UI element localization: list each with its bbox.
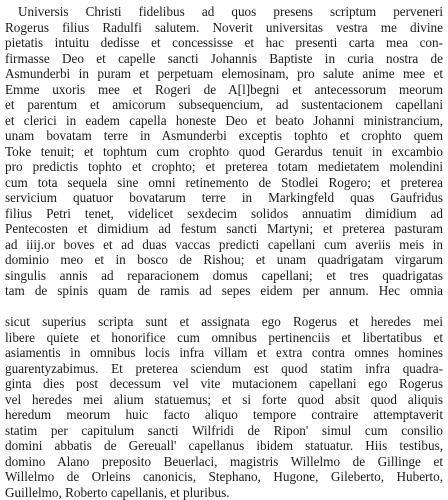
charter-paragraph-grant xyxy=(5,4,443,299)
text-line: ad iiij.or boves et ad duas vaccas predicti capellani cum averiis meis in xyxy=(5,237,443,253)
text-line: asiamentis in omnibus locis infra villam et extra contra omnes homines xyxy=(5,345,443,361)
text-line: Pentecosten et dimidium ad festum sancti Martyni; et preterea pasturam xyxy=(5,221,443,237)
text-line: cum tota sequela sine omni retinemento de Stodlei Rogero; et preterea xyxy=(5,175,443,191)
text-line: firmasse Deo et capelle sancti Johannis Baptiste in curia nostra de xyxy=(5,51,443,67)
text-line: ginta dies post decessum vel vite mutacionem capellani ego Rogerus xyxy=(5,376,443,392)
charter-paragraph-warranty xyxy=(5,314,443,500)
text-line: pietatis intuitu dedisse et concessisse et hac presenti carta mea con- xyxy=(5,35,443,51)
text-line: sicut superius scripta sunt et assignata ego Rogerus et heredes mei xyxy=(5,314,443,330)
text-line: statim per capitulum sancti Wilfridi de Ripon' simul cum consilio xyxy=(5,423,443,439)
text-line: domino Alano preposito Beuerlaci, magistris Willelmo de Gillinge et xyxy=(5,454,443,470)
text-line: dominio meo et in bosco de Rishou; et unam quadrigatam virgarum xyxy=(5,252,443,268)
text-line: singulis annis ad reparacionem domus capellani; et tres quadrigatas xyxy=(5,268,443,284)
text-line: filius Petri tenet, videlicet sexdecim solidos annuatim dimidium ad xyxy=(5,206,443,222)
text-line: heredum meorum huic facto aliquo tempore contraire attemptaverit xyxy=(5,407,443,423)
text-line: Guillelmo, Roberto capellanis, et pluribus. xyxy=(5,485,443,500)
text-line: Willelmo de Orleins canonicis, Stephano, Hugone, Gileberto, Huberto, xyxy=(5,469,443,485)
text-line: Emme uxoris mee et Rogeri de A[l]begni et antecessorum meorum xyxy=(5,82,443,98)
text-line: pro predictis tophto et crophto; et preterea totam medietatem molendini xyxy=(5,159,443,175)
text-line: Asmunderbi in puram et perpetuam elemosinam, pro salute anime mee et xyxy=(5,66,443,82)
text-line: Toke tenuit; et tophtum cum crophto quod Gerardus tenuit in excambio xyxy=(5,144,443,160)
text-line: Rogerus filius Radulfi salutem. Noverit universitas vestra me divine xyxy=(5,20,443,36)
text-line: servicium quatuor bovatarum terre in Markingfeld quas Gaufridus xyxy=(5,190,443,206)
text-line: et clerici in eadem capella honeste Deo et beato Johanni ministrancium, xyxy=(5,113,443,129)
text-line: unam bovatam terre in Asmunderbi exceptis tophto et crophto quem xyxy=(5,128,443,144)
text-line: libere quiete et honorifice cum omnibus pertinenciis et libertatibus et xyxy=(5,330,443,346)
text-line: domini abbatis de Gereuall' capellanus ibidem statuatur. Hiis testibus, xyxy=(5,438,443,454)
text-line: tam de spinis quam de ramis ad sepes eidem per annum. Hec omnia xyxy=(5,283,443,299)
text-line: vel heredes mei alium statuemus; et si forte quod absit quod aliquis xyxy=(5,392,443,408)
text-line: et parentum et amicorum subsequencium, ad sustentacionem capellani xyxy=(5,97,443,113)
text-line: guarentyzabimus. Et preterea sciendum est quod statim infra quadra- xyxy=(5,361,443,377)
text-line: Universis Christi fidelibus ad quos presens scriptum perveneri xyxy=(5,4,443,20)
charter-page xyxy=(5,4,443,476)
